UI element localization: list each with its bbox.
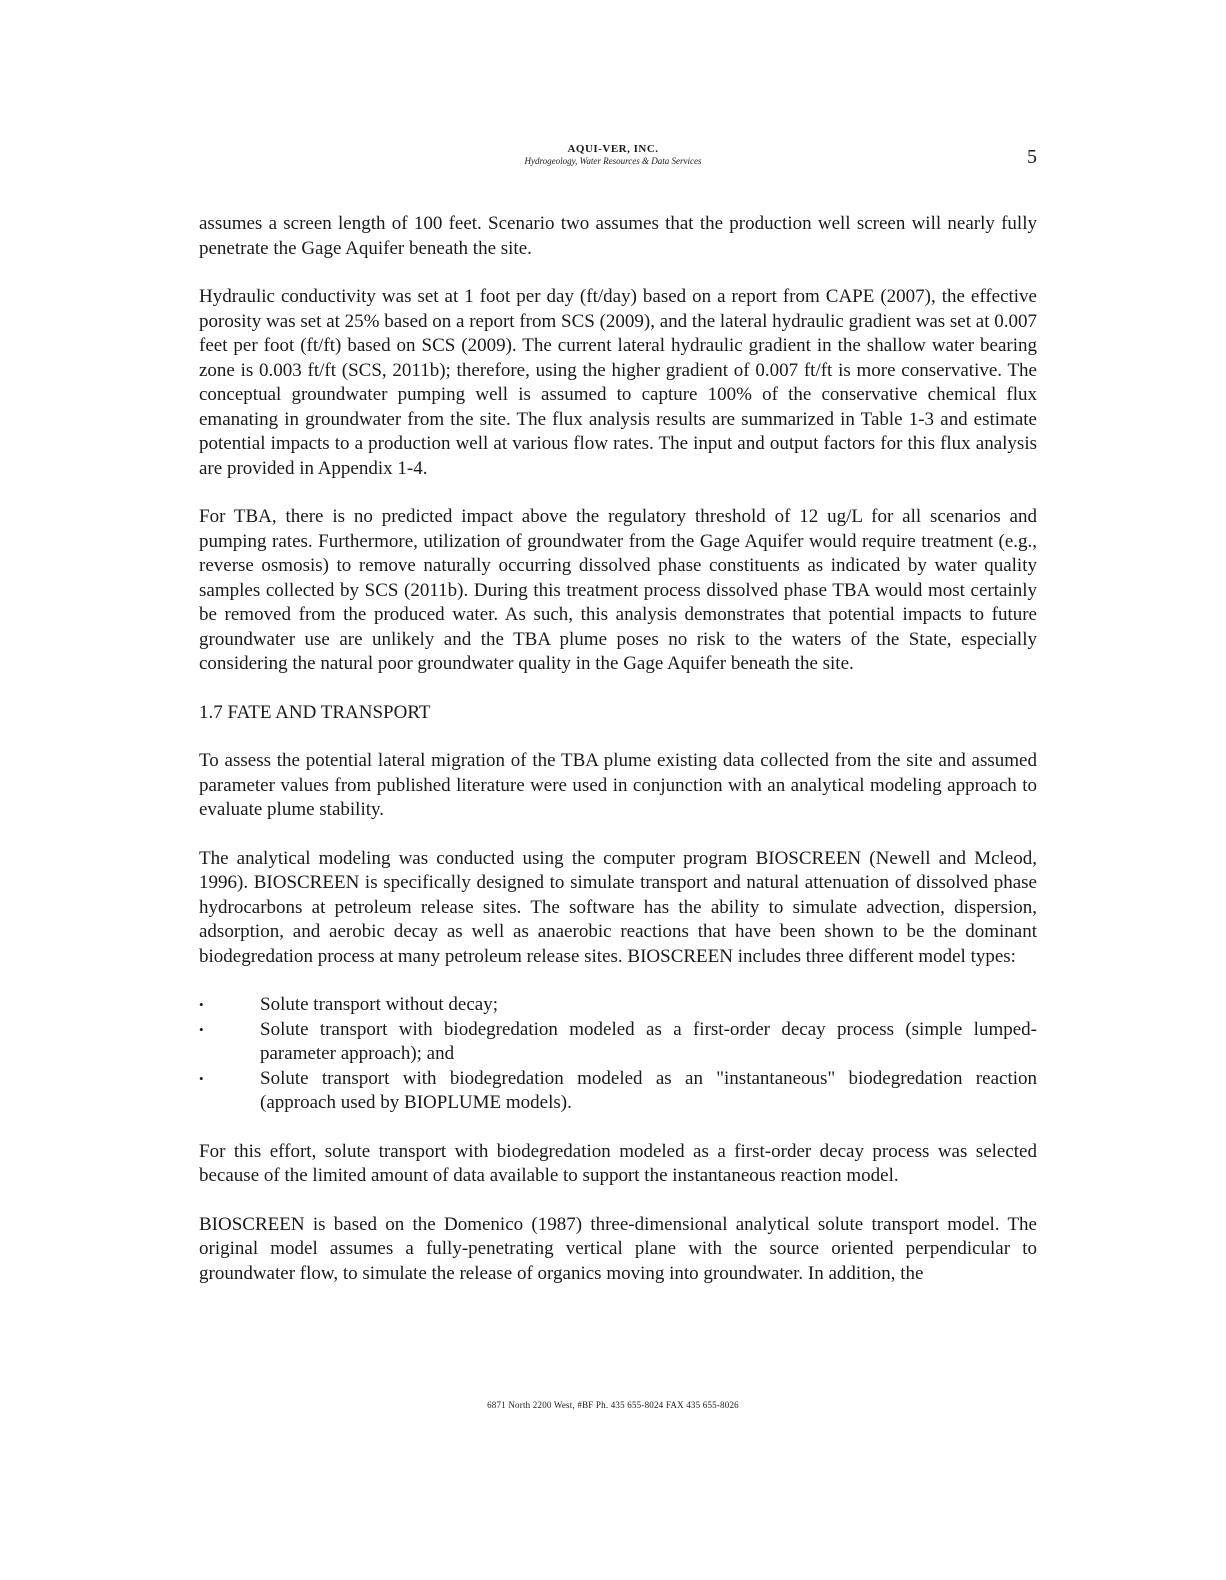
model-types-list (199, 993, 1037, 1116)
footer-address: 6871 North 2200 West, #BF Ph. 435 655-8024 FAX 435 655-8026 (487, 1400, 739, 1410)
body-text (199, 212, 1037, 1286)
bullet-icon: • (199, 1070, 204, 1086)
section-heading: 1.7 FATE AND TRANSPORT (199, 701, 431, 723)
paragraph-bioscreen-intro: The analytical modeling was conducted using the computer program BIOSCREEN (Newell and Mcleod, 1996). BIOSCREEN is specifically designed to simulate transport and natural attenuation of dissolved phase hydrocarbons at petroleum release sites. The software has the ability to simulate advection, dispersion, adsorption, and aerobic decay as well as anaerobic reactions that have been shown to be the dominant biodegredation process at many petroleum release sites. BIOSCREEN includes three different model types: (199, 847, 1037, 967)
company-tagline: Hydrogeology, Water Resources & Data Services (524, 156, 702, 166)
paragraph-tba-impact: For TBA, there is no predicted impact above the regulatory threshold of 12 ug/L for all scenarios and pumping rates. Furthermore, utilization of groundwater from the Gage Aquifer would require treatment (e.g., reverse osmosis) to remove naturally occurring dissolved phase constituents as indicated by water quality samples collected by SCS (2011b). During this treatment process dissolved phase TBA would most certainly be removed from the produced water. As such, this analysis demonstrates that potential impacts to future groundwater use are unlikely and the TBA plume poses no risk to the waters of the State, especially considering the natural poor groundwater quality in the Gage Aquifer beneath the site. (199, 506, 1037, 674)
bullet-icon: • (199, 997, 204, 1012)
paragraph-domenico-model: BIOSCREEN is based on the Domenico (1987) three-dimensional analytical solute transport model. The original model assumes a fully-penetrating vertical plane with the source oriented perpendicular to groundwater flow, to simulate the release of organics moving into groundwater. In addition, the (199, 1213, 1037, 1284)
list-item (199, 1067, 1037, 1116)
company-name: AQUI-VER, INC. (567, 143, 659, 155)
list-item (199, 1018, 1037, 1067)
list-item-text: Solute transport with biodegredation modeled as an "instantaneous" biodegredation reaction (approach used by BIOPLUME models). (260, 1067, 1037, 1113)
list-item-text: Solute transport without decay; (260, 994, 498, 1015)
paragraph-effort-selection: For this effort, solute transport with biodegredation modeled as a first-order decay process was selected because of the limited amount of data available to support the instantaneous reaction model. (199, 1140, 1037, 1186)
letterhead (0, 143, 1226, 167)
paragraph-screen-length: assumes a screen length of 100 feet. Scenario two assumes that the production well screen will nearly fully penetrate the Gage Aquifer beneath the site. (199, 213, 1037, 259)
list-item-text: Solute transport with biodegredation modeled as a first-order decay process (simple lumped-parameter approach); and (260, 1018, 1037, 1064)
paragraph-hydraulic-conductivity: Hydraulic conductivity was set at 1 foot per day (ft/day) based on a report from CAPE (2007), the effective porosity was set at 25% based on a report from SCS (2009), and the lateral hydraulic gradient was set at 0.007 feet per foot (ft/ft) based on SCS (2009). The current lateral hydraulic gradient in the shallow water bearing zone is 0.003 ft/ft (SCS, 2011b); therefore, using the higher gradient of 0.007 ft/ft is more conservative. The conceptual groundwater pumping well is assumed to capture 100% of the conservative chemical flux emanating in groundwater from the site. The flux analysis results are summarized in Table 1-3 and estimate potential impacts to a production well at various flow rates. The input and output factors for this flux analysis are provided in Appendix 1-4. (199, 286, 1037, 479)
list-item (199, 993, 1037, 1018)
page-number: 5 (1027, 146, 1037, 168)
paragraph-lateral-migration: To assess the potential lateral migration of the TBA plume existing data collected from the site and assumed parameter values from published literature were used in conjunction with an analytical modeling approach to evaluate plume stability. (199, 750, 1037, 820)
bullet-icon: • (199, 1021, 204, 1037)
